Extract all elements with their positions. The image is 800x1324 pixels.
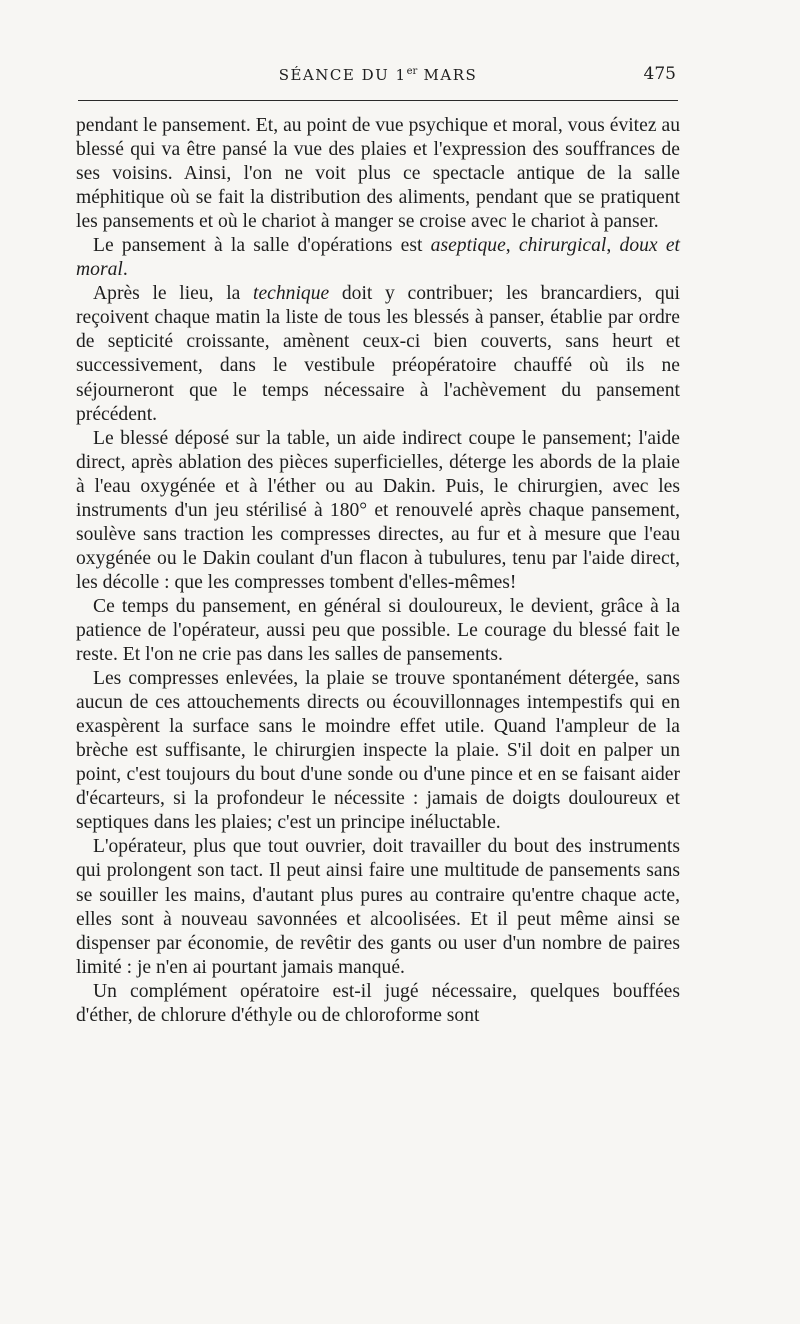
paragraph-8: Un complément opératoire est-il jugé nécessaire, quelques bouffées d'éther, de chlorure d'éthyle ou de chloroforme sont xyxy=(76,980,680,1026)
italic-doux-et-moral: doux et moral xyxy=(76,235,680,281)
running-title xyxy=(78,66,678,84)
paragraph-2-text-d: . xyxy=(122,259,128,281)
italic-aseptique: aseptique xyxy=(430,235,506,257)
page-header xyxy=(78,58,678,98)
paragraph-7: L'opérateur, plus que tout ouvrier, doit travailler du bout des instruments qui prolongent son tact. Il peut ainsi faire une multitude de pansements sans se souiller les mains, d'autant plus pures au contraire qu'entre chaque acte, elles sont à nouveau savonnées et alcoolisées. Et il peut même ainsi se dispenser par économie, de revêtir des gants ou user d'un nombre de paires limité : je n'en ai pourtant jamais manqué. xyxy=(76,836,680,978)
paragraph-2-text-b: , xyxy=(505,235,519,257)
running-title-superscript: er xyxy=(406,66,418,77)
italic-chirurgical: chirurgical xyxy=(518,235,607,257)
paragraph-6: Les compresses enlevées, la plaie se trouve spontanément détergée, sans aucun de ces attouchements directs ou écouvillonnages intempestifs qui en exaspèrent la surface sans le moindre effet utile. Quand l'ampleur de la brèche est suffisante, le chirurgien inspecte la plaie. S'il doit en palper un point, c'est toujours du bout d'une sonde ou d'une pince et en se faisant aider d'écarteurs, si la profondeur le nécessite : jamais de doigts douloureux et septiques dans les plaies; c'est un principe inéluctable. xyxy=(76,668,680,834)
paragraph-5: Ce temps du pansement, en général si douloureux, le devient, grâce à la patience de l'opérateur, aussi peu que possible. Le courage du blessé fait le reste. Et l'on ne crie pas dans les salles de pansements. xyxy=(76,595,680,666)
paragraph-2-text-a: Le pansement à la salle d'opérations est xyxy=(93,235,431,257)
paragraph-2-text-c: , xyxy=(606,235,620,257)
italic-technique: technique xyxy=(253,283,330,305)
running-title-main: SÉANCE DU 1 xyxy=(278,66,407,84)
header-rule xyxy=(78,100,678,101)
body-text xyxy=(76,114,680,1028)
paragraph-3-text-b: doit y contribuer; les brancardiers, qui reçoivent chaque matin la liste de tous les blessés à panser, établie par ordre de septicité croissante, amènent ceux-ci bien couverts, sans heurt et successivement, dans le vestibule préopératoire chauffé où ils ne séjourneront que le temps nécessaire à l'achèvement du pansement précédent. xyxy=(76,283,681,425)
paragraph-3-text-a: Après le lieu, la xyxy=(93,283,254,305)
page-number: 475 xyxy=(643,64,676,84)
paragraph-1: pendant le pansement. Et, au point de vue psychique et moral, vous évitez au blessé qui va être pansé la vue des plaies et l'expression des souffrances de ses voisins. Ainsi, l'on ne voit plus ce spectacle antique de la salle méphitique où se fait la distribution des aliments, pendant que se pratiquent les pansements et où le chariot à manger se croise avec le chariot à panser. xyxy=(76,115,680,233)
paragraph-4: Le blessé déposé sur la table, un aide indirect coupe le pansement; l'aide direct, après ablation des pièces superficielles, déterge les abords de la plaie à l'eau oxygénée et à l'éther ou au Dakin. Puis, le chirurgien, avec les instruments d'un jeu stérilisé à 180° et renouvelé après chaque pansement, soulève sans traction les compresses directes, au fur et à mesure que l'eau oxygénée ou le Dakin coulant d'un flacon à tubulures, tenu par l'aide direct, les décolle : que les compresses tombent d'elles-mêmes! xyxy=(76,427,680,593)
paragraph-3 xyxy=(76,282,680,426)
paragraph-2 xyxy=(76,234,680,282)
running-title-month: MARS xyxy=(417,66,478,84)
